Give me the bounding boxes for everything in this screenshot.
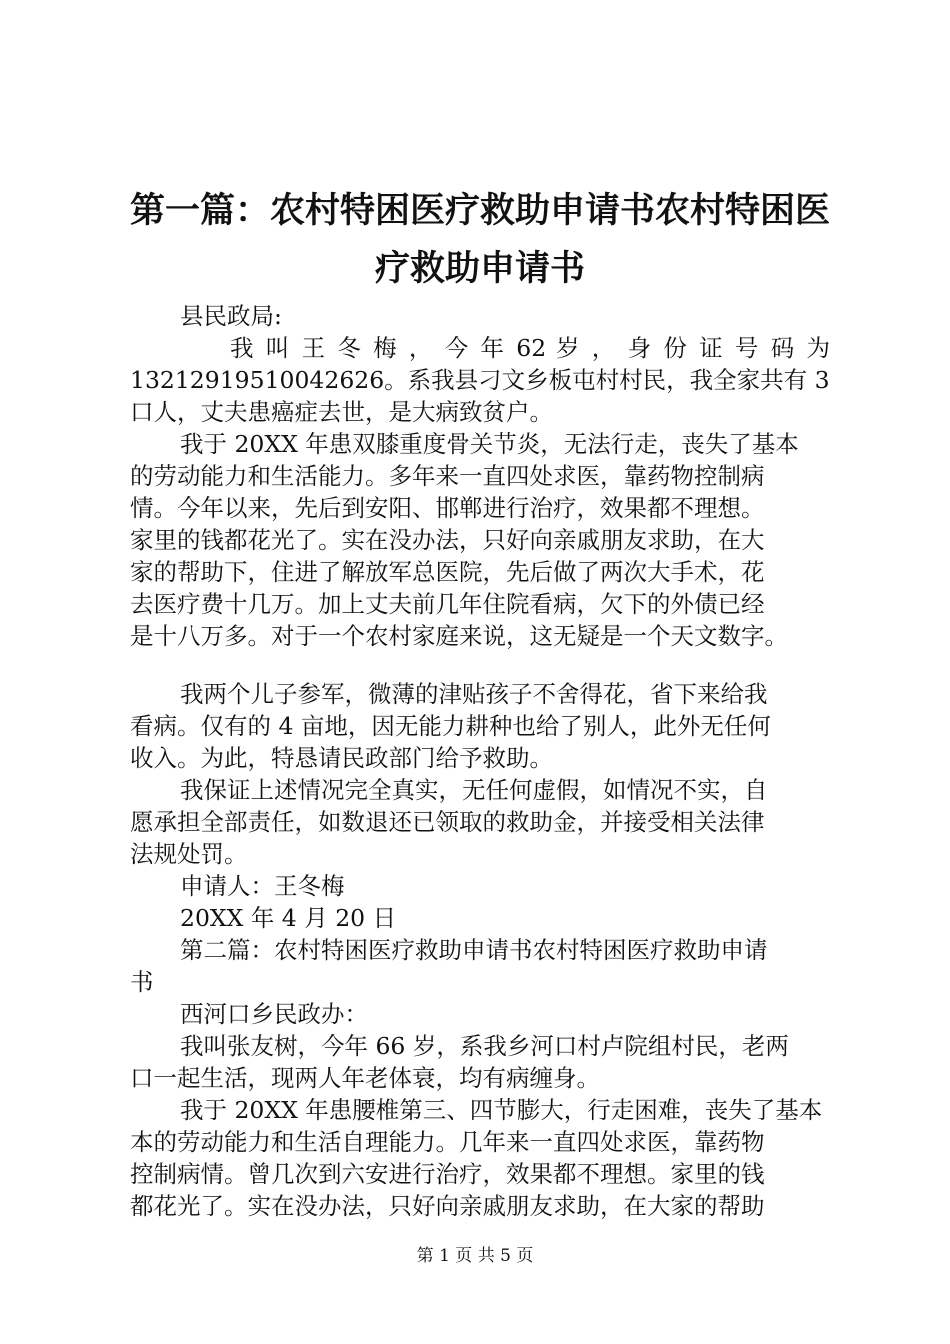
body-line: 收入。为此，特恳请民政部门给予救助。 (130, 744, 553, 772)
body-line: 是十八万多。对于一个农村家庭来说，这无疑是一个天文数字。 (130, 622, 788, 650)
body-line: 控制病情。曾几次到六安进行治疗，效果都不理想。家里的钱 (130, 1160, 765, 1188)
body-line: 我于 20XX 年患腰椎第三、四节膨大，行走困难，丧失了基本 (180, 1096, 823, 1124)
body-line: 我叫张友树，今年 66 岁，系我乡河口村卢院组村民，老两 (180, 1032, 789, 1060)
page-footer: 第 1 页 共 5 页 (416, 1246, 534, 1266)
body-line: 都花光了。实在没办法，只好向亲戚朋友求助，在大家的帮助 (130, 1192, 765, 1220)
body-line: 我两个儿子参军，微薄的津贴孩子不舍得花，省下来给我 (180, 680, 768, 708)
body-line: 家的帮助下，住进了解放军总医院，先后做了两次大手术，花 (130, 558, 765, 586)
body-line: 看病。仅有的 4 亩地，因无能力耕种也给了别人，此外无任何 (130, 712, 771, 740)
body-line: 我保证上述情况完全真实，无任何虚假，如情况不实，自 (180, 776, 768, 804)
document-title-line-2: 疗救助申请书 (374, 249, 585, 289)
body-line: 13212919510042626。系我县刁文乡板屯村村民，我全家共有 3 (130, 366, 830, 394)
document-title-line-1: 第一篇：农村特困医疗救助申请书农村特困医 (129, 191, 830, 231)
body-line: 本的劳动能力和生活自理能力。几年来一直四处求医，靠药物 (130, 1128, 765, 1156)
second-part-heading-cont: 书 (130, 968, 154, 996)
body-line: 愿承担全部责任，如数退还已领取的救助金，并接受相关法律 (130, 808, 765, 836)
applicant-signature: 申请人：王冬梅 (180, 872, 345, 900)
body-line: 家里的钱都花光了。实在没办法，只好向亲戚朋友求助，在大 (130, 526, 765, 554)
body-line: 去医疗费十几万。加上丈夫前几年住院看病，欠下的外债已经 (130, 590, 765, 618)
salutation-2: 西河口乡民政办： (180, 1000, 368, 1028)
body-line: 法规处罚。 (130, 840, 248, 868)
body-line: 的劳动能力和生活能力。多年来一直四处求医，靠药物控制病 (130, 462, 765, 490)
body-line: 我于 20XX 年患双膝重度骨关节炎，无法行走，丧失了基本 (180, 430, 799, 458)
second-part-heading: 第二篇：农村特困医疗救助申请书农村特困医疗救助申请 (180, 936, 768, 964)
body-line: 我 叫 王 冬 梅 ， 今 年 62 岁 ， 身 份 证 号 码 为 (230, 334, 830, 362)
application-date: 20XX 年 4 月 20 日 (180, 904, 397, 932)
body-line: 口人，丈夫患癌症去世，是大病致贫户。 (130, 398, 553, 426)
body-line: 情。今年以来，先后到安阳、邯郸进行治疗，效果都不理想。 (130, 494, 765, 522)
body-line: 口一起生活，现两人年老体衰，均有病缠身。 (130, 1064, 600, 1092)
salutation-1: 县民政局: (180, 302, 282, 330)
